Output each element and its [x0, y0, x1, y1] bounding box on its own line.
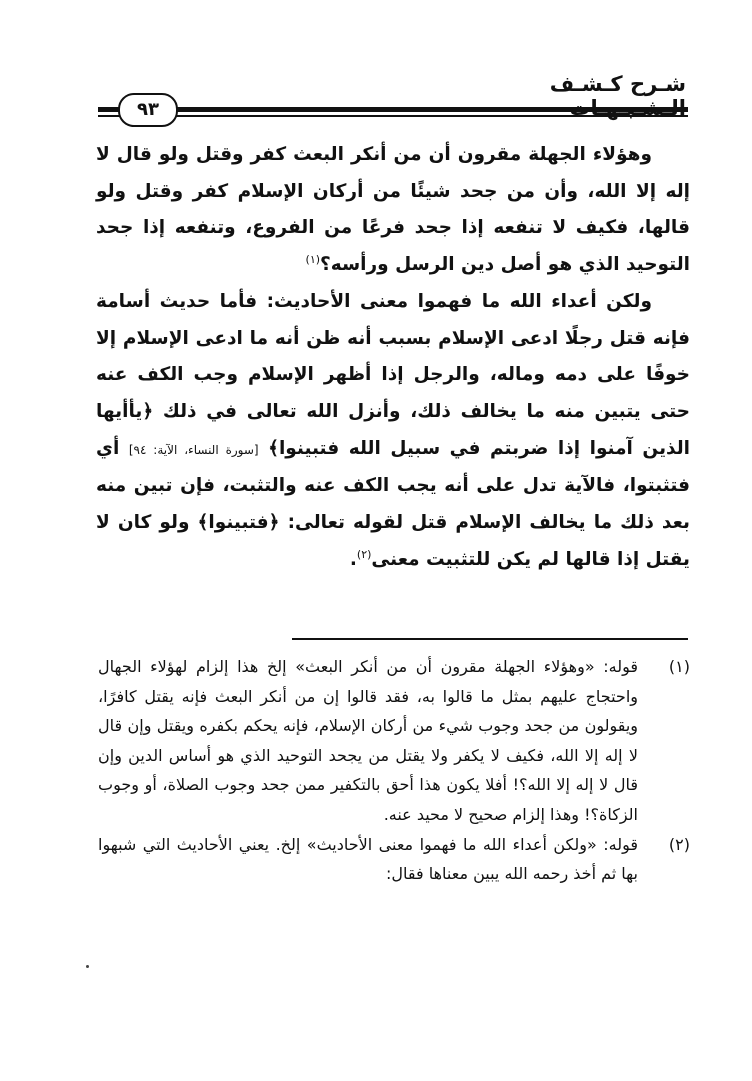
paragraph-1-text: وهؤلاء الجهلة مقرون أن من أنكر البعث كفر وقتل ولو قال لا إله إلا الله، وأن من جحد شيئًا من أركان الإسلام كفر وقتل ولو قالها، فكيف لا تنفعه إذا جحد فرعًا من الفروع، وتنفعه إذا جحد التوحيد الذي هو أصل دين الرسل ورأسه؟ [96, 144, 690, 276]
paragraph-2-end: . [349, 548, 357, 570]
footnote-marker-2: (٢) [356, 547, 372, 561]
footnote-1-number: (١) [668, 657, 690, 676]
footnote-marker-1: (١) [305, 252, 321, 266]
footnotes [98, 652, 690, 889]
paragraph-2 [96, 284, 690, 579]
paragraph-2-text-a: ولكن أعداء الله ما فهموا معنى الأحاديث: فأما حديث أسامة فإنه قتل رجلًا ادعى الإسلام بسبب أنه ظن أنه ما ادعى الإسلام إلا خوفًا على دمه وماله، والرجل إذا أظهر الإسلام وجب الكف عنه حتى يتبين منه ما يخالف ذلك، وأنزل الله تعالى في ذلك ﴿يأأيها الذين آمنوا إذا ضربتم في سبيل الله فتبينوا﴾ [96, 290, 690, 459]
quran-reference: [سورة النساء، الآية: ٩٤] [128, 442, 259, 457]
footnote-separator [292, 638, 688, 640]
footnote-2-text: قوله: «ولكن أعداء الله ما فهموا معنى الأحاديث» إلخ. يعني الأحاديث التي شبهوا بها ثم أخذ رحمه الله يبين معناها فقال: [98, 834, 638, 884]
footnote-1-text: قوله: «وهؤلاء الجهلة مقرون أن من أنكر البعث» إلخ هذا إلزام لهؤلاء الجهال واحتجاج عليهم بمثل ما قالوا به، فقد قالوا إن من أنكر البعث فإنه يقتل كافرًا، ويقولون من جحد وجوب شيء من أركان الإسلام، فإنه يحكم بكفره ويقتل وإن قال لا إله إلا الله، فكيف لا يكفر ولا يقتل من يجحد التوحيد الذي هو أساس الدين وإن قال لا إله إلا الله؟! أفلا يكون هذا أحق بالتكفير ممن جحد وجوب الصلاة، أو وجوب الزكاة؟! وهذا إلزام صحيح لا محيد عنه. [98, 657, 638, 824]
footnote-2-number: (٢) [668, 834, 690, 854]
page-number: ٩٣ [118, 93, 178, 127]
header-rule-thin [98, 115, 688, 117]
footnote-1 [98, 652, 690, 830]
running-header-title: شـرح كـشـف [549, 72, 686, 96]
main-text [96, 137, 690, 578]
paragraph-2-text-b: أي فتثبتوا، فالآية تدل على أنه يجب الكف عنه والتثبت، فإن تبين منه بعد ذلك ما يخالف الإسلام قتل لقوله تعالى: ﴿فتبينوا﴾ ولو كان لا يقتل إذا قالها لم يكن للتثبيت معنى [96, 437, 690, 570]
scan-speck [86, 965, 89, 968]
header-rule-thick [98, 107, 688, 112]
footnote-2 [98, 830, 690, 889]
paragraph-1 [96, 137, 690, 284]
